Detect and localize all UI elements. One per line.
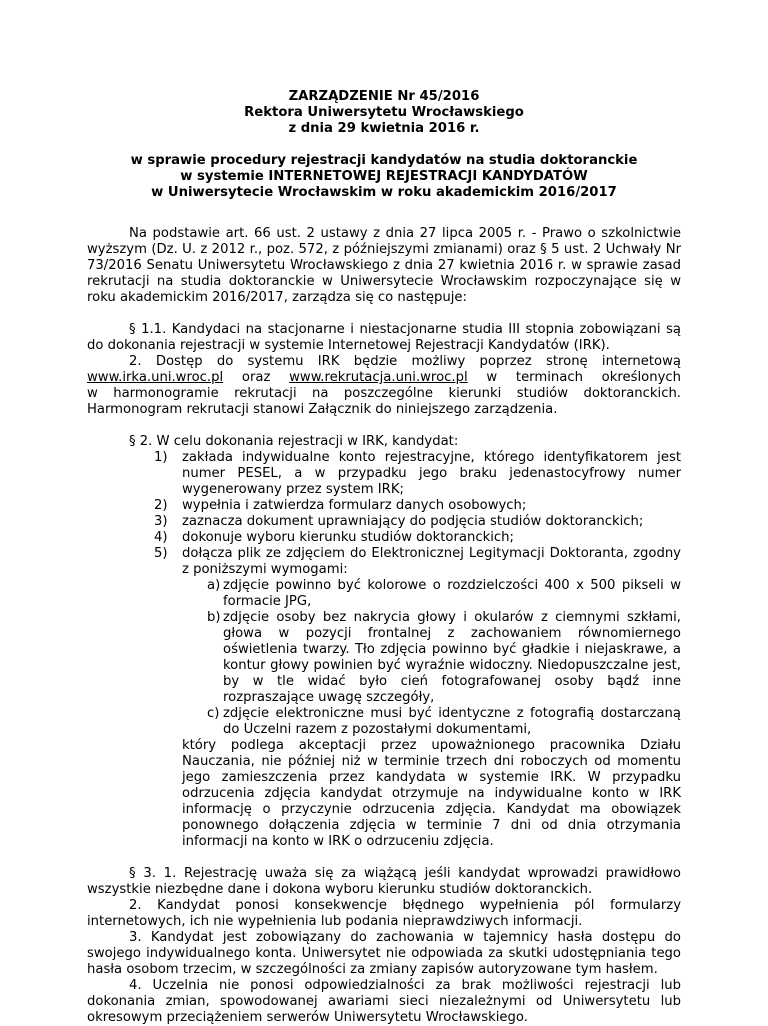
list-item: 1) zakłada indywidualne konto rejestracyjne, którego identyfikatorem jest numer PESEL, a w przypadku jego braku jedenastocyfrowy numer wygenerowany przez system IRK;: [154, 450, 681, 497]
doc-issuer: Rektora Uniwersytetu Wrocławskiego: [244, 105, 524, 120]
oraz-text: oraz: [241, 370, 271, 385]
sub-list-item: b) zdjęcie osoby bez nakrycia głowy i okularów z ciemnymi szkłami, głowa w pozycji frontalnej z zachowaniem równomiernego oświetlenia twarzy. Tło zdjęcia powinno być gładkie i niejaskrawe, a kontur głowy powinien być wyraźnie widoczny. Niedopuszczalne jest, by w tle widać było cień fotografowanej osoby bądź inne rozpraszające uwagę szczegóły,: [207, 610, 681, 705]
section-1-paragraph-1: § 1.1. Kandydaci na stacjonarne i niestacjonarne studia III stopnia zobowiązani są do dokonania rejestracji w systemie Internetowej Rejestracji Kandydatów (IRK).: [87, 322, 681, 353]
section-2-continuation: który podlega akceptacji przez upoważnionego pracownika Działu Nauczania, nie później niż w terminie trzech dni roboczych od momentu jego zamieszczenia przez kandydata w systemie IRK. W przypadku odrzucenia zdjęcia kandydat otrzymuje na indywidualne konto w IRK informację o przyczynie odrzucenia zdjęcia. Kandydat ma obowiązek ponownego dołączenia zdjęcia w terminie 7 dni od dnia otrzymania informacji na konto w IRK o odrzuceniu zdjęcia.: [182, 738, 681, 849]
section-1-paragraph-2-line-2: [87, 370, 681, 386]
doc-date: z dnia 29 kwietnia 2016 r.: [288, 121, 480, 136]
rekrutacja-link[interactable]: www.rekrutacja.uni.wroc.pl: [289, 370, 468, 385]
intro-paragraph: Na podstawie art. 66 ust. 2 ustawy z dnia 27 lipca 2005 r. - Prawo o szkolnictwie wyższym (Dz. U. z 2012 r., poz. 572, z późniejszymi zmianami) oraz § 5 ust. 2 Uchwały Nr 73/2016 Senatu Uniwersytetu Wrocławskiego z dnia 27 kwietnia 2016 r. w sprawie zasad rekrutacji na studia doktoranckie w Uniwersytecie Wrocławskim rozpoczynające się w roku akademickim 2016/2017, zarządza się co następuje:: [87, 226, 681, 305]
list-item: 3) zaznacza dokument uprawniający do podjęcia studiów doktoranckich;: [154, 514, 644, 529]
irka-link[interactable]: www.irka.uni.wroc.pl: [87, 370, 224, 385]
list-item: 4) dokonuje wyboru kierunku studiów doktoranckich;: [154, 530, 514, 545]
section-3-paragraph-2: 2. Kandydat ponosi konsekwencje błędnego wypełnienia pól formularzy internetowych, ich nie wypełnienia lub podania nieprawdziwych informacji.: [87, 898, 681, 929]
section-3-paragraph-3: 3. Kandydat jest zobowiązany do zachowania w tajemnicy hasła dostępu do swojego indywidualnego konta. Uniwersytet nie odpowiada za skutki udostępniania tego hasła osobom trzecim, w szczególności za zmiany zapisów autoryzowane tym hasłem.: [87, 930, 681, 977]
list-item: 2) wypełnia i zatwierdza formularz danych osobowych;: [154, 498, 527, 513]
section-1-paragraph-2-line-1: 2. Dostęp do systemu IRK będzie możliwy poprzez stronę internetową: [129, 354, 681, 369]
sub-list-item: a) zdjęcie powinno być kolorowe o rozdzielczości 400 x 500 pikseli w formacie JPG,: [207, 578, 681, 609]
section-3-paragraph-1: § 3. 1. Rejestrację uważa się za wiążącą jeśli kandydat wprowadzi prawidłowo wszystkie niezbędne dane i dokona wyboru kierunku studiów doktoranckich.: [87, 866, 681, 897]
section-1-paragraph-2-line-4: Harmonogram rekrutacji stanowi Załącznik do niniejszego zarządzenia.: [87, 402, 558, 417]
section-1-paragraph-2-line-3: w harmonogramie rekrutacji na poszczególne kierunki studiów doktoranckich.: [87, 386, 681, 401]
document-page: [87, 89, 681, 1026]
terms-text: w terminach określonych: [486, 370, 681, 385]
doc-subject-line3: w Uniwersytecie Wrocławskim w roku akademickim 2016/2017: [151, 185, 617, 200]
doc-subject-line1: w sprawie procedury rejestracji kandydatów na studia doktoranckie: [130, 153, 638, 168]
section-3-paragraph-4: 4. Uczelnia nie ponosi odpowiedzialności za brak możliwości rejestracji lub dokonania zmian, spowodowanej awariami sieci niezależnymi od Uniwersytetu lub okresowym przeciążeniem serwerów Uniwersytetu Wrocławskiego.: [87, 978, 681, 1025]
list-item: 5) dołącza plik ze zdjęciem do Elektronicznej Legitymacji Doktoranta, zgodny z poniższymi wymogami:: [154, 546, 681, 577]
doc-subject-line2: w systemie INTERNETOWEJ REJESTRACJI KANDYDATÓW: [180, 169, 588, 184]
section-2-intro: § 2. W celu dokonania rejestracji w IRK, kandydat:: [129, 434, 459, 449]
sub-list-item: c) zdjęcie elektroniczne musi być identyczne z fotografią dostarczaną do Uczelni razem z pozostałymi dokumentami,: [207, 706, 681, 737]
doc-title: ZARZĄDZENIE Nr 45/2016: [288, 89, 480, 104]
